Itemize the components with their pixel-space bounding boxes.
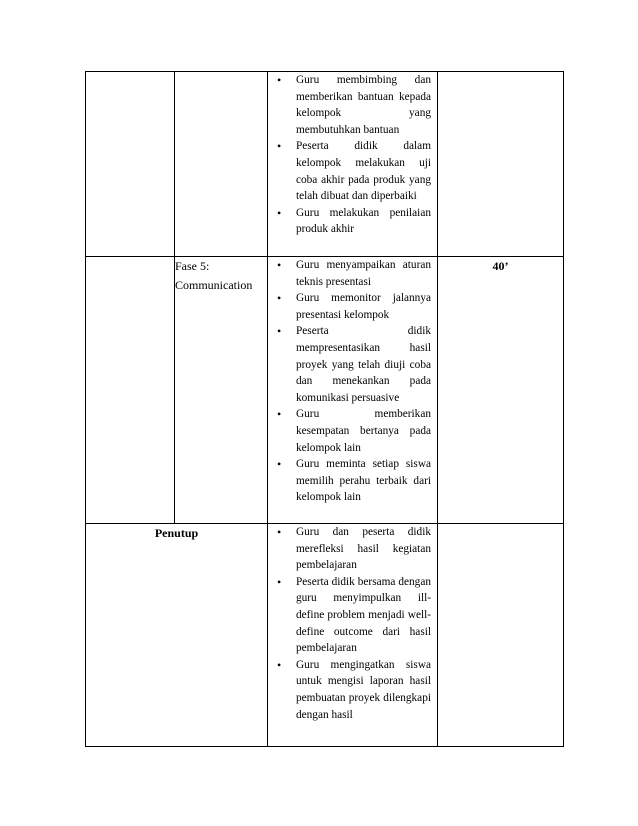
steps-list — [268, 72, 437, 238]
list-item: • Guru menyampaikan aturan teknis presentasi — [268, 257, 431, 290]
steps-list — [268, 257, 437, 506]
list-item: • Guru meminta setiap siswa memilih perahu terbaik dari kelompok lain — [268, 456, 431, 506]
table-row — [86, 72, 564, 257]
phase-title: Fase 5: — [175, 259, 210, 273]
steps-cell — [268, 257, 438, 524]
steps-cell — [268, 72, 438, 257]
list-item: • Guru memonitor jalannya presentasi kelompok — [268, 290, 431, 323]
time-cell — [438, 524, 564, 747]
list-item: • Guru memberikan kesempatan bertanya pada kelompok lain — [268, 406, 431, 456]
time-cell: 40’ — [438, 257, 564, 524]
list-item: • Guru mengingatkan siswa untuk mengisi laporan hasil pembuatan proyek dilengkapi dengan hasil — [268, 657, 431, 723]
steps-list — [268, 524, 437, 723]
steps-cell — [268, 524, 438, 747]
phase-cell — [175, 72, 268, 257]
list-item: • Peserta didik dalam kelompok melakukan uji coba akhir pada produk yang telah dibuat dan diperbaiki — [268, 138, 431, 204]
lesson-plan-table — [85, 71, 564, 747]
time-cell — [438, 72, 564, 257]
phase-name: Communication — [175, 278, 253, 292]
activity-cell — [86, 257, 175, 524]
list-item: • Guru membimbing dan memberikan bantuan kepada kelompok yang membutuhkan bantuan — [268, 72, 431, 138]
list-item: • Guru melakukan penilaian produk akhir — [268, 205, 431, 238]
activity-cell — [86, 72, 175, 257]
list-item: • Peserta didik bersama dengan guru menyimpulkan ill-define problem menjadi well-define outcome dari hasil pembelajaran — [268, 574, 431, 657]
table-row — [86, 257, 564, 524]
list-item: • Peserta didik mempresentasikan hasil proyek yang telah diuji coba dan menekankan pada komunikasi persuasive — [268, 323, 431, 406]
phase-cell — [175, 257, 268, 524]
list-item: • Guru dan peserta didik merefleksi hasil kegiatan pembelajaran — [268, 524, 431, 574]
table-row — [86, 524, 564, 747]
activity-label-cell: Penutup — [86, 524, 268, 747]
